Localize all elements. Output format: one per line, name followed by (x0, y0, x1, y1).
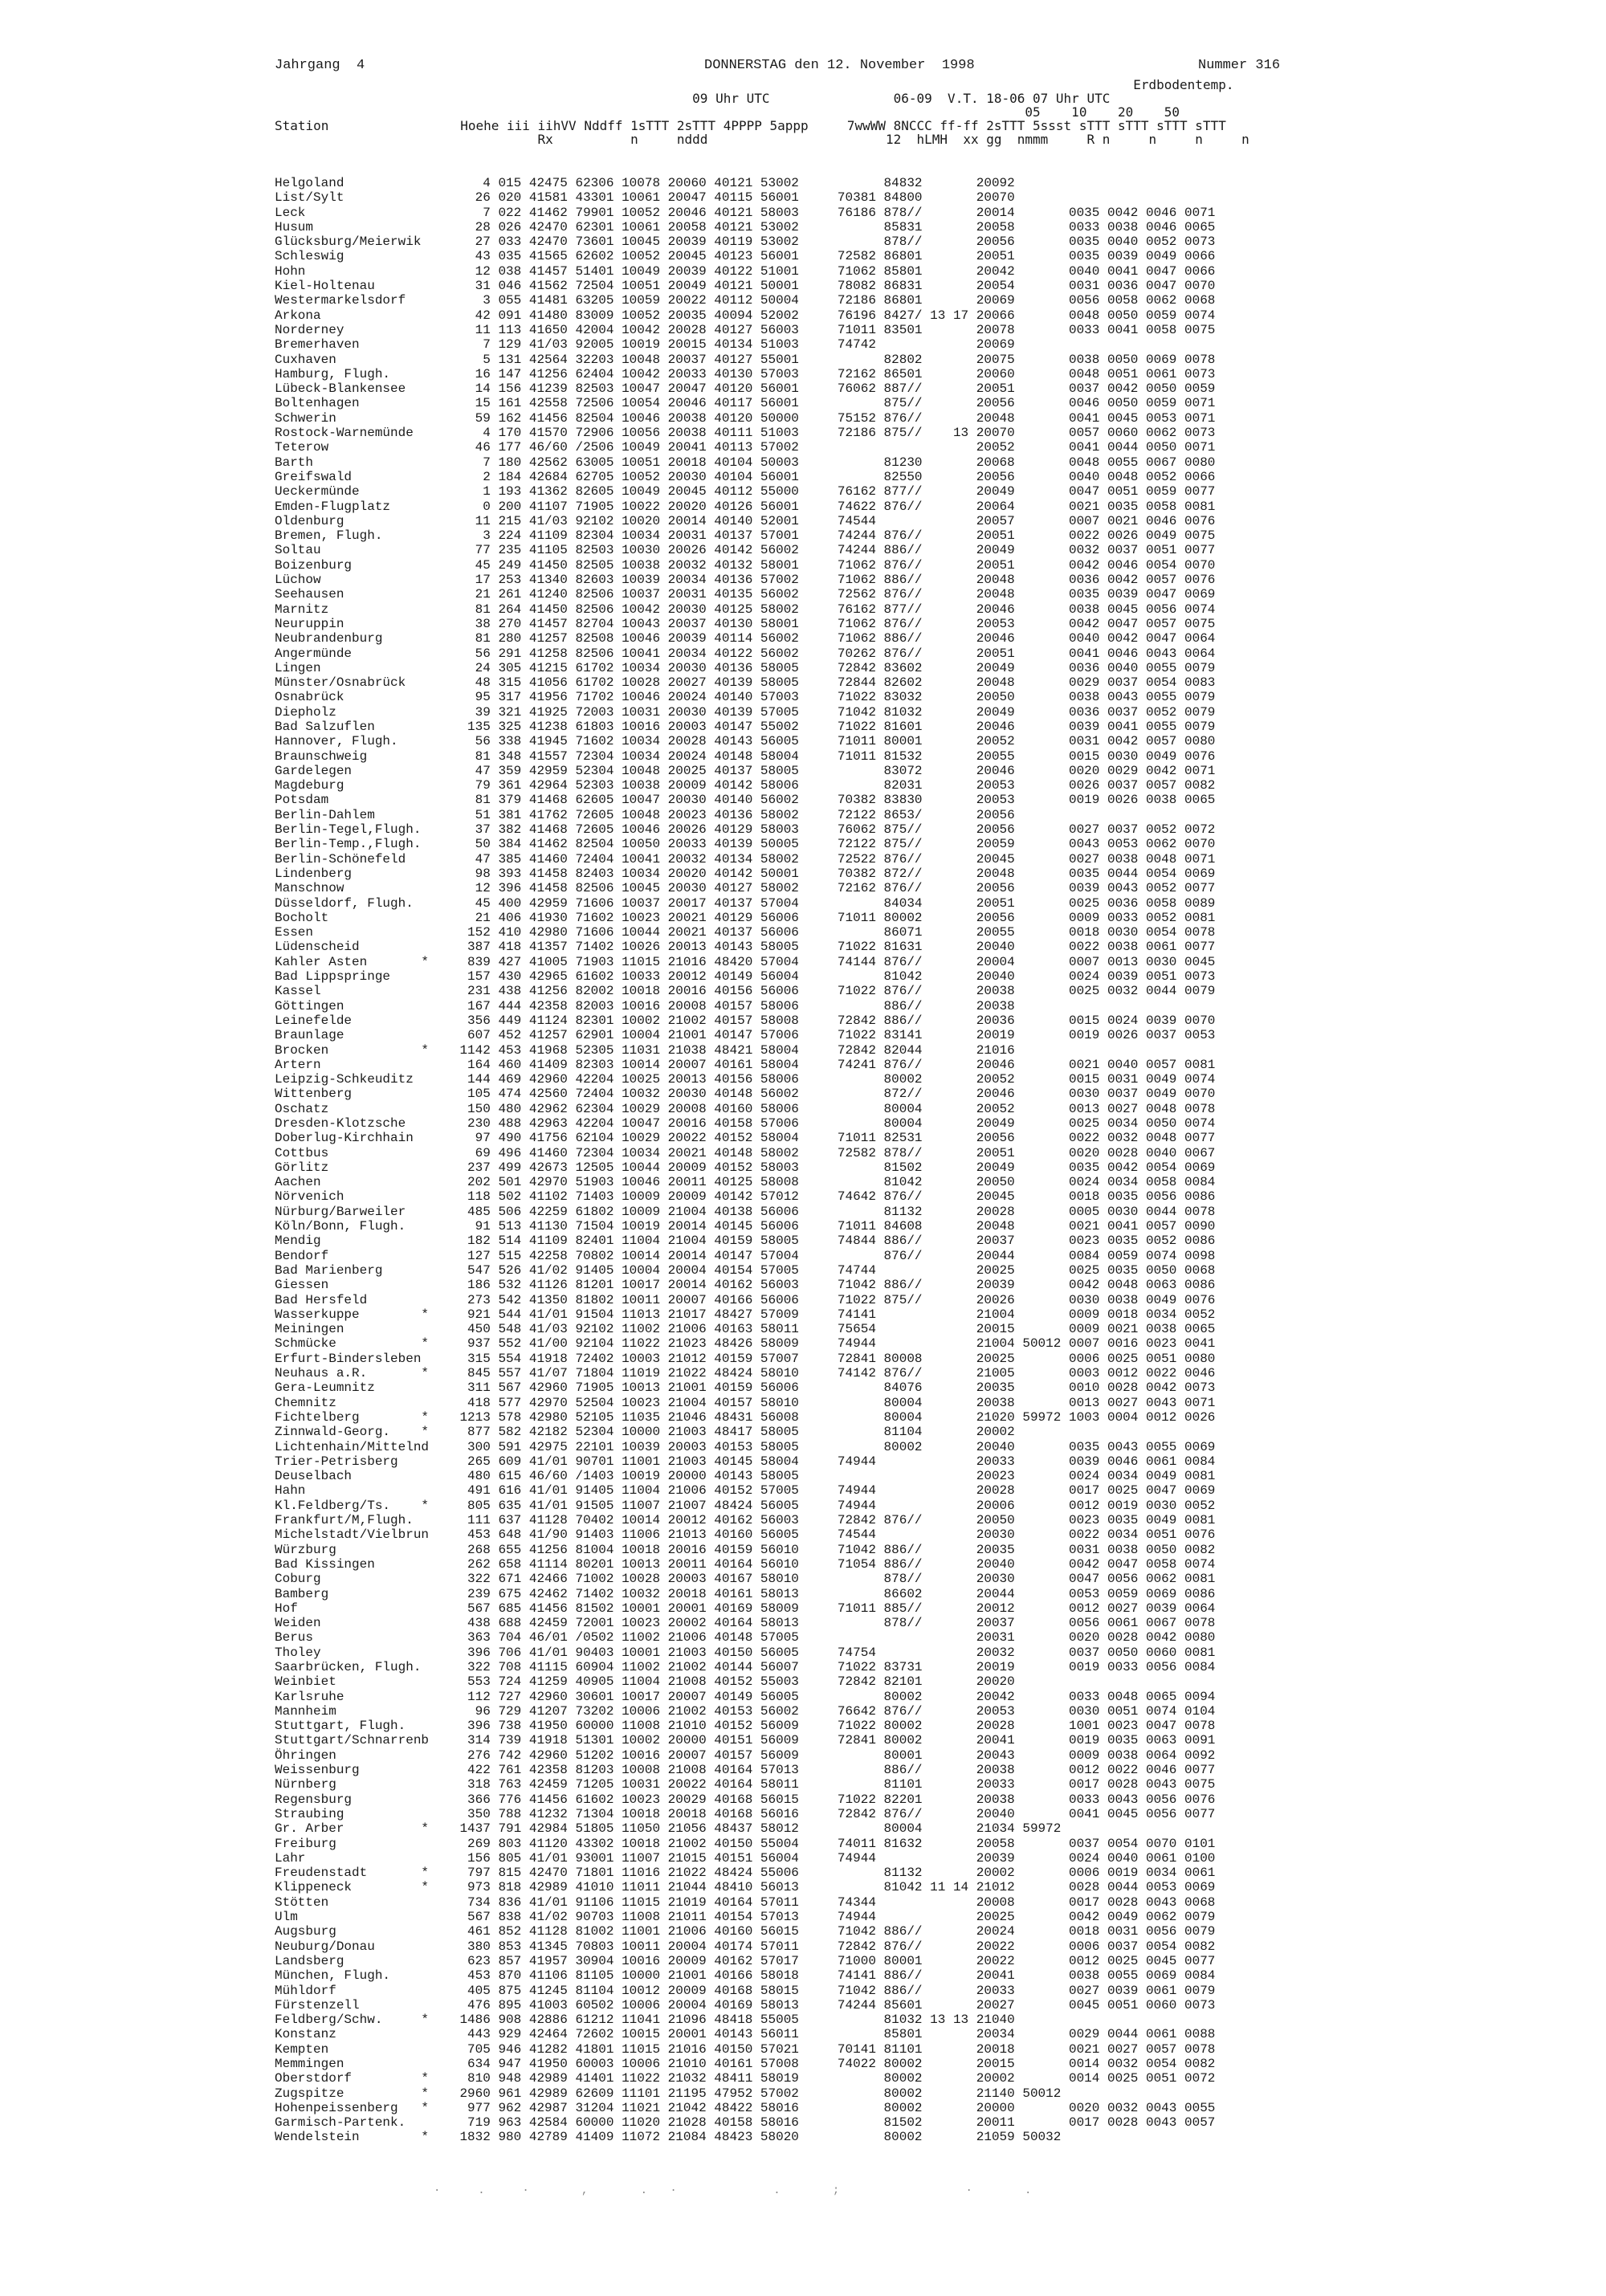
table-row: Cuxhaven 5 131 42564 32203 10048 20037 40127 55001 82802 20075 0038 0050 0069 0078 (275, 352, 1216, 367)
table-row: Michelstadt/Vielbrun 453 648 41/90 91403 11006 21013 40160 56005 74544 20030 0022 0034 0051 0076 (275, 1527, 1216, 1543)
table-row: Osnabrück 95 317 41956 71702 10046 20024 40140 57003 71022 83032 20050 0038 0043 0055 0079 (275, 690, 1216, 705)
table-row: Marnitz 81 264 41450 82506 10042 20030 40125 58002 76162 877// 20046 0038 0045 0056 0074 (275, 602, 1216, 617)
table-row: Würzburg 268 655 41256 81004 10018 20016 40159 56010 71042 886// 20035 0031 0038 0050 0082 (275, 1542, 1216, 1557)
table-row: Konstanz 443 929 42464 72602 10015 20001 40143 56011 85801 20034 0029 0044 0061 0088 (275, 2027, 1216, 2042)
table-row: Lahr 156 805 41/01 93001 11007 21015 40151 56004 74944 20039 0024 0040 0061 0100 (275, 1850, 1216, 1866)
table-row: Diepholz 39 321 41925 72003 10031 20030 40139 57005 71042 81032 20049 0036 0037 0052 0079 (275, 704, 1216, 720)
table-row: Neuburg/Donau 380 853 41345 70803 10011 20004 40174 57011 72842 876// 20022 0006 0037 0054 0082 (275, 1939, 1216, 1954)
column-header-line: Station Hoehe iii iihVV Nddff 1sTTT 2sTTT 4PPPP 5appp 7wwWW 8NCCC ff-ff 2sTTT 5ssst sTTT sTTT sTTT sTTT (275, 118, 1226, 133)
volume-label: Jahrgang 4 (275, 58, 365, 73)
table-row: Bocholt 21 406 41930 71602 10023 20021 40129 56006 71011 80002 20056 0009 0033 0052 0081 (275, 910, 1216, 925)
table-row: Weiden 438 688 42459 72001 10023 20002 40164 58013 878// 20037 0056 0061 0067 0078 (275, 1616, 1216, 1631)
table-row: Oschatz 150 480 42962 62304 10029 20008 40160 58006 80004 20052 0013 0027 0048 0078 (275, 1101, 1216, 1116)
column-header-line: Rx n nddd 12 hLMH xx gg nmmm R n n n n (275, 132, 1249, 147)
table-row: Karlsruhe 112 727 42960 30601 10017 20007 40149 56005 80002 20042 0033 0048 0065 0094 (275, 1689, 1216, 1704)
table-row: Essen 152 410 42980 71606 10044 20021 40137 56006 86071 20055 0018 0030 0054 0078 (275, 925, 1216, 940)
table-row: Schleswig 43 035 41565 62602 10052 20045 40123 56001 72582 86801 20051 0035 0039 0049 0066 (275, 249, 1216, 264)
table-row: Ueckermünde 1 193 41362 82605 10049 20045 40112 55000 76162 877// 20049 0047 0051 0059 0077 (275, 484, 1216, 500)
table-row: List/Sylt 26 020 41581 43301 10061 20047 40115 56001 70381 84800 20070 (275, 190, 1015, 206)
table-row: Boltenhagen 15 161 42558 72506 10054 20046 40117 56001 875// 20056 0046 0050 0059 0071 (275, 396, 1216, 411)
table-row: Gardelegen 47 359 42959 52304 10048 20025 40137 58005 83072 20046 0020 0029 0042 0071 (275, 763, 1216, 778)
table-row: Coburg 322 671 42466 71002 10028 20003 40167 58010 878// 20030 0047 0056 0062 0081 (275, 1572, 1216, 1587)
table-row: Kl.Feldberg/Ts. * 805 635 41/01 91505 11007 21007 48424 56005 74944 20006 0012 0019 0030 0052 (275, 1498, 1216, 1513)
table-row: Weinbiet 553 724 41259 40905 11004 21008 40152 55003 72842 82101 20020 (275, 1674, 1015, 1690)
table-row: Bad Marienberg 547 526 41/02 91405 10004 20004 40154 57005 74744 20025 0025 0035 0050 0068 (275, 1262, 1216, 1278)
column-header-line: 05 10 20 50 (275, 104, 1180, 120)
table-row: Garmisch-Partenk. 719 963 42584 60000 11020 21028 40158 58016 81502 20011 0017 0028 0043 0057 (275, 2115, 1216, 2131)
table-row: Münster/Osnabrück 48 315 41056 61702 10028 20027 40139 58005 72844 82602 20048 0029 0037 0054 0083 (275, 675, 1216, 691)
table-row: Leck 7 022 41462 79901 10052 20046 40121 58003 76186 878// 20014 0035 0042 0046 0071 (275, 205, 1216, 220)
table-row: Nürnberg 318 763 42459 71205 10031 20022 40164 58011 81101 20033 0017 0028 0043 0075 (275, 1777, 1216, 1792)
table-row: Mühldorf 405 875 41245 81104 10012 20009 40168 58015 71042 886// 20033 0027 0039 0061 0079 (275, 1983, 1216, 1998)
table-row: Fürstenzell 476 895 41003 60502 10006 20004 40169 58013 74244 85601 20027 0045 0051 0060 0073 (275, 1997, 1216, 2013)
table-row: Brocken * 1142 453 41968 52305 11031 21038 48421 58004 72842 82044 21016 (275, 1042, 1015, 1058)
table-row: Ulm 567 838 41/02 90703 11008 21011 40154 57013 74944 20025 0042 0049 0062 0079 (275, 1910, 1216, 1925)
table-row: Magdeburg 79 361 42964 52303 10038 20009 40142 58006 82031 20053 0026 0037 0057 0082 (275, 778, 1216, 793)
table-row: Oldenburg 11 215 41/03 92102 10020 20014 40140 52001 74544 20057 0007 0021 0046 0076 (275, 513, 1216, 528)
table-row: Zugspitze * 2960 961 42989 62609 11101 21195 47952 57002 80002 21140 50012 (275, 2086, 1062, 2101)
table-row: Memmingen 634 947 41950 60003 10006 21010 40161 57008 74022 80002 20015 0014 0032 0054 0082 (275, 2057, 1216, 2071)
table-row: Neuruppin 38 270 41457 82704 10043 20037 40130 58001 71062 876// 20053 0042 0047 0057 0075 (275, 616, 1216, 631)
table-row: Tholey 396 706 41/01 90403 10001 21003 40150 56005 74754 20032 0037 0050 0060 0081 (275, 1645, 1216, 1660)
table-row: Arkona 42 091 41480 83009 10052 20035 40094 52002 76196 8427/ 13 17 20066 0048 0050 0059 0074 (275, 308, 1216, 323)
table-row: Lüchow 17 253 41340 82603 10039 20034 40136 57002 71062 886// 20048 0036 0042 0057 0076 (275, 573, 1216, 588)
table-row: Lingen 24 305 41215 61702 10034 20030 40136 58005 72842 83602 20049 0036 0040 0055 0079 (275, 660, 1216, 675)
table-row: Leinefelde 356 449 41124 82301 10002 21002 40157 58008 72842 886// 20036 0015 0024 0039 0070 (275, 1013, 1216, 1028)
table-row: Meiningen 450 548 41/03 92102 11002 21006 40163 58011 75654 20015 0009 0021 0038 0065 (275, 1322, 1216, 1337)
station-table (275, 176, 1215, 2145)
table-row: Stuttgart, Flugh. 396 738 41950 60000 11008 21010 40152 56009 71022 80002 20028 1001 0023 0047 0078 (275, 1719, 1216, 1734)
table-row: Feldberg/Schw. * 1486 908 42886 61212 11041 21096 48418 55005 81032 13 13 21040 (275, 2013, 1015, 2028)
table-row: Bad Lippspringe 157 430 42965 61602 10033 20012 40149 56004 81042 20040 0024 0039 0051 0073 (275, 969, 1216, 985)
table-row: Landsberg 623 857 41957 30904 10016 20009 40162 57017 71000 80001 20022 0012 0025 0045 0077 (275, 1953, 1216, 1968)
table-row: Gr. Arber * 1437 791 42984 51805 11050 21056 48437 58012 80004 21034 59972 (275, 1821, 1062, 1837)
table-row: Lindenberg 98 393 41458 82403 10034 20020 40142 50001 70382 872// 20048 0035 0044 0054 0069 (275, 866, 1216, 881)
date-label: DONNERSTAG den 12. November 1998 (704, 58, 975, 73)
table-row: München, Flugh. 453 870 41106 81105 10000 21001 40166 58018 74141 886// 20041 0038 0055 0069 0084 (275, 1968, 1216, 1984)
table-row: Chemnitz 418 577 42970 52504 10023 21004 40157 58010 80004 20038 0013 0027 0043 0071 (275, 1395, 1216, 1410)
table-row: Norderney 11 113 41650 42004 10042 20028 40127 56003 71011 83501 20078 0033 0041 0058 0075 (275, 322, 1216, 337)
table-row: Stötten 734 836 41/01 91106 11015 21019 40164 57011 74344 20008 0017 0028 0043 0068 (275, 1894, 1216, 1910)
table-row: Hahn 491 616 41/01 91405 11004 21006 40152 57005 74944 20028 0017 0025 0047 0069 (275, 1483, 1216, 1499)
table-row: Helgoland 4 015 42475 62306 10078 20060 40121 53002 84832 20092 (275, 176, 1015, 190)
table-row: Nürburg/Barweiler 485 506 42259 61802 10009 21004 40138 56006 81132 20028 0005 0030 0044 0078 (275, 1204, 1216, 1219)
table-row: Soltau 77 235 41105 82503 10030 20026 40142 56002 74244 886// 20049 0032 0037 0051 0077 (275, 543, 1216, 558)
table-row: Lichtenhain/Mittelnd 300 591 42975 22101 10039 20003 40153 58005 80002 20040 0035 0043 0055 0069 (275, 1439, 1216, 1454)
table-row: Barth 7 180 42562 63005 10051 20018 40104 50003 81230 20068 0048 0055 0067 0080 (275, 455, 1216, 470)
table-row: Bremerhaven 7 129 41/03 92005 10019 20015 40134 51003 74742 20069 (275, 337, 1015, 353)
table-row: Weissenburg 422 761 42358 81203 10008 21008 40164 57013 886// 20038 0012 0022 0046 0077 (275, 1763, 1216, 1778)
table-row: Bad Hersfeld 273 542 41350 81802 10011 20007 40166 56006 71022 875// 20026 0030 0038 0049 0076 (275, 1292, 1216, 1307)
table-row: Wittenberg 105 474 42560 72404 10032 20030 40148 56002 872// 20046 0030 0037 0049 0070 (275, 1087, 1216, 1102)
table-row: Göttingen 167 444 42358 82003 10016 20008 40157 58006 886// 20038 (275, 998, 1015, 1013)
table-row: Trier-Petrisberg 265 609 41/01 90701 11001 21003 40145 58004 74944 20033 0039 0046 0061 0084 (275, 1454, 1216, 1469)
column-header (275, 78, 1249, 146)
table-row: Kempten 705 946 41282 41801 11015 21016 40150 57021 70141 81101 20018 0021 0027 0057 0078 (275, 2041, 1216, 2057)
table-row: Berlin-Tegel,Flugh. 37 382 41468 72605 10046 20026 40129 58003 76062 875// 20056 0027 0037 0052 0072 (275, 822, 1216, 838)
table-row: Berus 363 704 46/01 /0502 11002 21006 40148 57005 20031 0020 0028 0042 0080 (275, 1630, 1216, 1646)
table-row: Mendig 182 514 41109 82401 11004 21004 40159 58005 74844 886// 20037 0023 0035 0052 0086 (275, 1234, 1216, 1249)
table-row: Straubing 350 788 41232 71304 10018 20018 40168 56016 72842 876// 20040 0041 0045 0056 0077 (275, 1806, 1216, 1821)
table-row: Kiel-Holtenau 31 046 41562 72504 10051 20049 40121 50001 78082 86831 20054 0031 0036 0047 0070 (275, 279, 1216, 294)
table-row: Rostock-Warnemünde 4 170 41570 72906 10056 20038 40111 51003 72186 875// 13 20070 0057 0060 0062 0073 (275, 426, 1216, 441)
table-row: Görlitz 237 499 42673 12505 10044 20009 40152 58003 81502 20049 0035 0042 0054 0069 (275, 1160, 1216, 1175)
table-row: Berlin-Temp.,Flugh. 50 384 41462 82504 10050 20033 40139 50005 72122 875// 20059 0043 0053 0062 0070 (275, 837, 1216, 852)
table-row: Bad Kissingen 262 658 41114 80201 10013 20011 40164 56010 71054 886// 20040 0042 0047 0058 0074 (275, 1556, 1216, 1572)
table-row: Bamberg 239 675 42462 71402 10032 20018 40161 58013 86602 20044 0053 0059 0069 0086 (275, 1586, 1216, 1601)
table-row: Köln/Bonn, Flugh. 91 513 41130 71504 10019 20014 40145 56006 71011 84608 20048 0021 0041 0057 0090 (275, 1219, 1216, 1234)
table-row: Cottbus 69 496 41460 72304 10034 20021 40148 58002 72582 878// 20051 0020 0028 0040 0067 (275, 1145, 1216, 1160)
table-row: Giessen 186 532 41126 81201 10017 20014 40162 56003 71042 886// 20039 0042 0048 0063 0086 (275, 1278, 1216, 1293)
table-row: Saarbrücken, Flugh. 322 708 41115 60904 11002 21002 40144 56007 71022 83731 20019 0019 0033 0056 0084 (275, 1659, 1216, 1674)
table-row: Doberlug-Kirchhain 97 490 41756 62104 10029 20022 40152 58004 71011 82531 20056 0022 0032 0048 0077 (275, 1131, 1216, 1146)
table-row: Erfurt-Bindersleben 315 554 41918 72402 10003 21012 40159 57007 72841 80008 20025 0006 0025 0051 0080 (275, 1351, 1216, 1366)
table-row: Deuselbach 480 615 46/60 /1403 10019 20000 40143 58005 20023 0024 0034 0049 0081 (275, 1469, 1216, 1484)
table-row: Kahler Asten * 839 427 41005 71903 11015 21016 48420 57004 74144 876// 20004 0007 0013 0030 0045 (275, 954, 1216, 969)
table-row: Neuhaus a.R. * 845 557 41/07 71804 11019 21022 48424 58010 74142 876// 21005 0003 0012 0022 0046 (275, 1366, 1216, 1381)
table-row: Greifswald 2 184 42684 62705 10052 20030 40104 56001 82550 20056 0040 0048 0052 0066 (275, 469, 1216, 484)
table-row: Dresden-Klotzsche 230 488 42963 42204 10047 20016 40158 57006 80004 20049 0025 0034 0050 0074 (275, 1116, 1216, 1131)
table-row: Neubrandenburg 81 280 41257 82508 10046 20039 40114 56002 71062 886// 20046 0040 0042 0047 0064 (275, 631, 1216, 646)
table-row: Hohn 12 038 41457 51401 10049 20039 40122 51001 71062 85801 20042 0040 0041 0047 0066 (275, 263, 1216, 279)
table-row: Mannheim 96 729 41207 73202 10006 21002 40153 56002 76642 876// 20053 0030 0051 0074 0104 (275, 1703, 1216, 1719)
table-row: Hohenpeissenberg * 977 962 42987 31204 11021 21042 48422 58016 80002 20000 0020 0032 0043 0055 (275, 2100, 1216, 2115)
table-row: Lüdenscheid 387 418 41357 71402 10026 20013 40143 58005 71022 81631 20040 0022 0038 0061 0077 (275, 940, 1216, 955)
scan-noise: · . · , . · . ; · . (434, 2184, 1040, 2197)
table-row: Frankfurt/M,Flugh. 111 637 41128 70402 10014 20012 40162 56003 72842 876// 20050 0023 0035 0049 0081 (275, 1513, 1216, 1528)
table-row: Schmücke * 937 552 41/00 92104 11022 21023 48426 58009 74944 21004 50012 0007 0016 0023 0041 (275, 1336, 1216, 1352)
table-row: Hamburg, Flugh. 16 147 41256 62404 10042 20033 40130 57003 72162 86501 20060 0048 0051 0061 0073 (275, 366, 1216, 381)
table-row: Angermünde 56 291 41258 82506 10041 20034 40122 56002 70262 876// 20051 0041 0046 0043 0064 (275, 646, 1216, 661)
table-row: Regensburg 366 776 41456 61602 10023 20029 40168 56015 71022 82201 20038 0033 0043 0056 0076 (275, 1792, 1216, 1807)
table-row: Boizenburg 45 249 41450 82505 10038 20032 40132 58001 71062 876// 20051 0042 0046 0054 0070 (275, 557, 1216, 573)
column-header-line: 09 Uhr UTC 06-09 V.T. 18-06 07 Uhr UTC (275, 91, 1111, 106)
table-row: Oberstdorf * 810 948 42989 41401 11022 21032 48411 58019 80002 20002 0014 0025 0051 0072 (275, 2071, 1216, 2086)
table-row: Schwerin 59 162 41456 82504 10046 20038 40120 50000 75152 876// 20048 0041 0045 0053 0071 (275, 410, 1216, 426)
table-row: Emden-Flugplatz 0 200 41107 71905 10022 20020 40126 56001 74622 876// 20064 0021 0035 0058 0081 (275, 499, 1216, 514)
table-row: Zinnwald-Georg. * 877 582 42182 52304 10000 21003 48417 58005 81104 20002 (275, 1425, 1015, 1440)
table-row: Bremen, Flugh. 3 224 41109 82304 10034 20031 40137 57001 74244 876// 20051 0022 0026 0049 0075 (275, 528, 1216, 544)
table-row: Fichtelberg * 1213 578 42980 52105 11035 21046 48431 56008 80004 21020 59972 1003 0004 0012 0026 (275, 1409, 1216, 1425)
table-row: Berlin-Dahlem 51 381 41762 72605 10048 20023 40136 58002 72122 8653/ 20056 (275, 807, 1015, 822)
table-row: Aachen 202 501 42970 51903 10046 20011 40125 58008 81042 20050 0024 0034 0058 0084 (275, 1175, 1216, 1190)
table-row: Manschnow 12 396 41458 82506 10045 20030 40127 58002 72162 876// 20056 0039 0043 0052 0077 (275, 881, 1216, 896)
issue-number: Nummer 316 (1198, 58, 1281, 73)
table-row: Freudenstadt * 797 815 42470 71801 11016 21022 48424 55006 81132 20002 0006 0019 0034 0061 (275, 1866, 1216, 1881)
table-row: Klippeneck * 973 818 42989 41010 11011 21044 48410 56013 81042 11 14 21012 0028 0044 0053 0069 (275, 1880, 1216, 1895)
table-row: Gera-Leumnitz 311 567 42960 71905 10013 21001 40159 56006 84076 20035 0010 0028 0042 0073 (275, 1380, 1216, 1396)
table-row: Husum 28 026 42470 62301 10061 20058 40121 53002 85831 20058 0033 0038 0046 0065 (275, 219, 1216, 234)
table-row: Braunlage 607 452 41257 62901 10004 21001 40147 57006 71022 83141 20019 0019 0026 0037 0053 (275, 1028, 1216, 1043)
table-row: Augsburg 461 852 41128 81002 11001 21006 40160 56015 71042 886// 20024 0018 0031 0056 0079 (275, 1924, 1216, 1939)
column-header-line: Erdbodentemp. (275, 77, 1234, 92)
table-row: Nörvenich 118 502 41102 71403 10009 20009 40142 57012 74642 876// 20045 0018 0035 0056 0086 (275, 1189, 1216, 1205)
table-row: Stuttgart/Schnarrenb 314 739 41918 51301 10002 20000 40151 56009 72841 80002 20041 0019 0035 0063 0091 (275, 1733, 1216, 1748)
table-row: Braunschweig 81 348 41557 72304 10034 20024 40148 58004 71011 81532 20055 0015 0030 0049 0076 (275, 748, 1216, 764)
table-row: Bendorf 127 515 42258 70802 10014 20014 40147 57004 876// 20044 0084 0059 0074 0098 (275, 1248, 1216, 1263)
table-row: Wendelstein * 1832 980 42789 41409 11072 21084 48423 58020 80002 21059 50032 (275, 2130, 1062, 2145)
table-row: Freiburg 269 803 41120 43302 10018 21002 40150 55004 74011 81632 20058 0037 0054 0070 0101 (275, 1836, 1216, 1851)
table-row: Hof 567 685 41456 81502 10001 20001 40169 58009 71011 885// 20012 0012 0027 0039 0064 (275, 1601, 1216, 1616)
table-row: Bad Salzuflen 135 325 41238 61803 10016 20003 40147 55002 71022 81601 20046 0039 0041 0055 0079 (275, 719, 1216, 734)
table-row: Berlin-Schönefeld 47 385 41460 72404 10041 20032 40134 58002 72522 876// 20045 0027 0038 0048 0071 (275, 851, 1216, 867)
table-row: Westermarkelsdorf 3 055 41481 63205 10059 20022 40112 50004 72186 86801 20069 0056 0058 0062 0068 (275, 293, 1216, 308)
table-row: Wasserkuppe * 921 544 41/01 91504 11013 21017 48427 57009 74141 21004 0009 0018 0034 0052 (275, 1307, 1216, 1322)
table-row: Öhringen 276 742 42960 51202 10016 20007 40157 56009 80001 20043 0009 0038 0064 0092 (275, 1747, 1216, 1763)
table-row: Seehausen 21 261 41240 82506 10037 20031 40135 56002 72562 876// 20048 0035 0039 0047 0069 (275, 587, 1216, 602)
table-row: Artern 164 460 41409 82303 10014 20007 40161 58004 74241 876// 20046 0021 0040 0057 0081 (275, 1057, 1216, 1072)
table-row: Hannover, Flugh. 56 338 41945 71602 10034 20028 40143 56005 71011 80001 20052 0031 0042 0057 0080 (275, 734, 1216, 749)
table-row: Teterow 46 177 46/60 /2506 10049 20041 40113 57002 20052 0041 0044 0050 0071 (275, 440, 1216, 455)
table-row: Leipzig-Schkeuditz 144 469 42960 42204 10025 20013 40156 58006 80002 20052 0015 0031 0049 0074 (275, 1072, 1216, 1087)
table-row: Düsseldorf, Flugh. 45 400 42959 71606 10037 20017 40137 57004 84034 20051 0025 0036 0058 0089 (275, 895, 1216, 911)
table-row: Potsdam 81 379 41468 62605 10047 20030 40140 56002 70382 83830 20053 0019 0026 0038 0065 (275, 793, 1216, 808)
table-row: Glücksburg/Meierwik 27 033 42470 73601 10045 20039 40119 53002 878// 20056 0035 0040 0052 0073 (275, 234, 1216, 250)
table-row: Lübeck-Blankensee 14 156 41239 82503 10047 20047 40120 56001 76062 887// 20051 0037 0042 0050 0059 (275, 381, 1216, 397)
table-row: Kassel 231 438 41256 82002 10018 20016 40156 56006 71022 876// 20038 0025 0032 0044 0079 (275, 984, 1216, 999)
